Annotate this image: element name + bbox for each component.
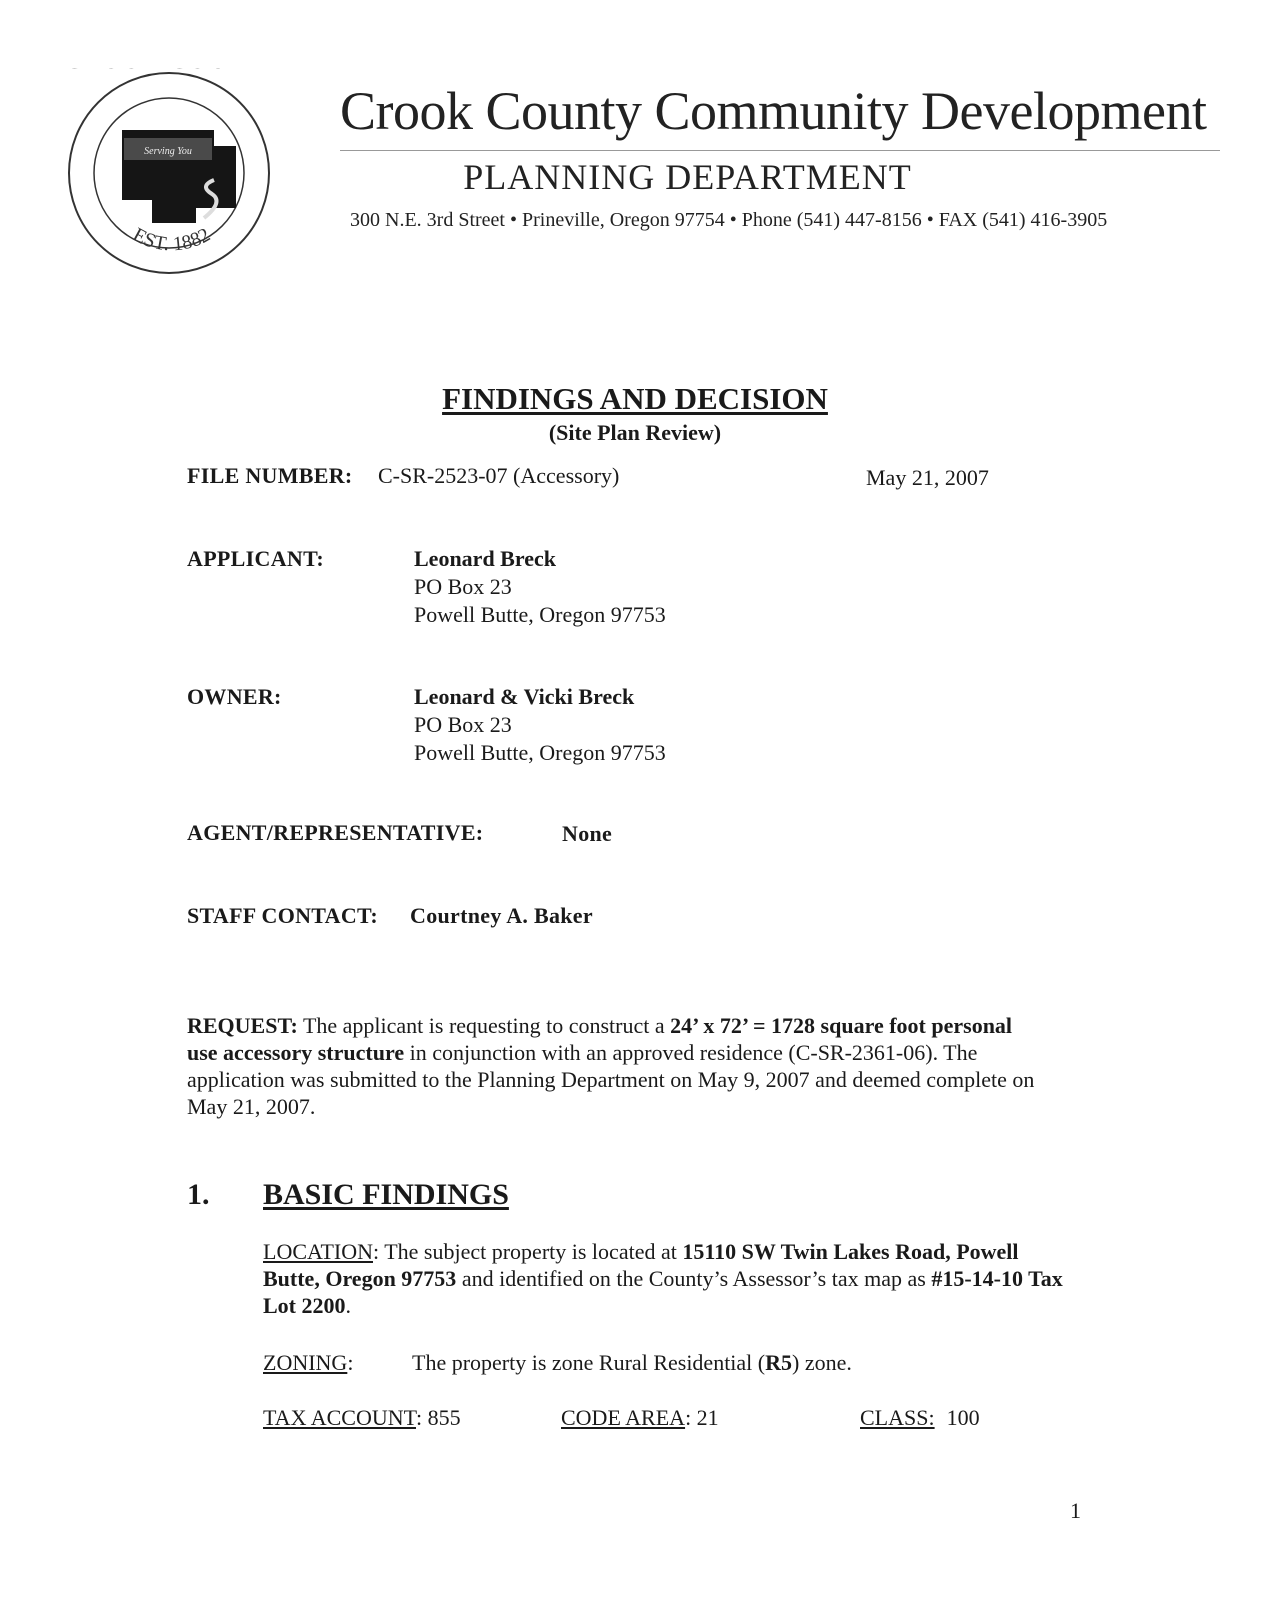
location-text-1: : The subject property is located at xyxy=(373,1239,683,1264)
document-subtitle: (Site Plan Review) xyxy=(548,420,722,445)
request-label: REQUEST: xyxy=(187,1013,298,1038)
request-text-2: in conjunction with an approved residence (C-SR-2361-06). The application was submitted to the Planning Department on May 9, 2007 and deemed complete on May 21, 2007. xyxy=(187,1040,1035,1119)
zoning-colon: : xyxy=(347,1350,354,1375)
agent-label: AGENT/REPRESENTATIVE: xyxy=(187,820,484,845)
class-value: 100 xyxy=(946,1405,980,1430)
owner-name: Leonard & Vicki Breck xyxy=(414,684,635,709)
county-seal-logo xyxy=(64,68,274,278)
code-area-value: : 21 xyxy=(685,1405,719,1430)
department-name: PLANNING DEPARTMENT xyxy=(463,157,912,197)
staff-contact-value: Courtney A. Baker xyxy=(410,903,593,928)
organization-name: Crook County Community Development xyxy=(340,81,1207,141)
zoning-label-group xyxy=(263,1350,353,1376)
zoning-text: The property is zone Rural Residential (R5) zone. xyxy=(412,1350,852,1375)
location-address: 15110 SW Twin Lakes Road, Powell Butte, Oregon 97753 xyxy=(263,1239,1019,1291)
code-area xyxy=(561,1405,719,1431)
tax-account-label: TAX ACCOUNT xyxy=(263,1405,416,1430)
applicant-address-line1: PO Box 23 xyxy=(414,574,512,599)
applicant-name: Leonard Breck xyxy=(414,546,556,571)
owner-block xyxy=(414,683,666,767)
owner-address-line1: PO Box 23 xyxy=(414,712,512,737)
seal-motto: Serving You xyxy=(144,146,192,157)
applicant-address-line2: Powell Butte, Oregon 97753 xyxy=(414,602,666,627)
location-label: LOCATION xyxy=(263,1239,373,1264)
letterhead-divider xyxy=(340,150,1220,151)
file-number-label: FILE NUMBER: xyxy=(187,463,353,488)
section-number: 1. xyxy=(187,1178,210,1211)
owner-label: OWNER: xyxy=(187,684,282,709)
tax-account-value: : 855 xyxy=(415,1405,461,1430)
seal-text-bottom: EST. 1882 xyxy=(129,223,214,256)
code-area-label: CODE AREA xyxy=(561,1405,686,1430)
document-title: FINDINGS AND DECISION xyxy=(442,381,828,416)
request-structure: 24’ x 72’ = 1728 square foot personal use accessory structure xyxy=(187,1013,1013,1065)
tax-account xyxy=(263,1405,461,1431)
section-title: BASIC FINDINGS xyxy=(263,1178,509,1211)
file-number-value: C-SR-2523-07 (Accessory) xyxy=(378,463,620,488)
applicant-label: APPLICANT: xyxy=(187,546,325,571)
location-text-2: and identified on the County’s Assessor’s tax map as xyxy=(456,1266,932,1291)
document-date: May 21, 2007 xyxy=(866,465,989,490)
request-text-1: The applicant is requesting to construct a xyxy=(297,1013,671,1038)
request-paragraph xyxy=(187,1012,1037,1120)
class xyxy=(860,1405,980,1431)
page-number: 1 xyxy=(1070,1498,1081,1523)
location-text-3: . xyxy=(345,1293,351,1318)
zoning-code: R5 xyxy=(765,1350,793,1375)
applicant-block xyxy=(414,545,666,629)
location-tax-lot: #15-14-10 Tax Lot 2200 xyxy=(263,1266,1063,1318)
letterhead-address: 300 N.E. 3rd Street • Prineville, Oregon 97754 • Phone (541) 447-8156 • FAX (541) 416-3905 xyxy=(350,209,1108,231)
seal-text-top xyxy=(64,68,274,75)
owner-address-line2: Powell Butte, Oregon 97753 xyxy=(414,740,666,765)
location-paragraph xyxy=(263,1238,1063,1319)
staff-contact-label: STAFF CONTACT: xyxy=(187,903,378,928)
agent-value: None xyxy=(562,821,613,846)
zoning-label: ZONING xyxy=(263,1350,348,1375)
class-label: CLASS: xyxy=(860,1405,935,1430)
